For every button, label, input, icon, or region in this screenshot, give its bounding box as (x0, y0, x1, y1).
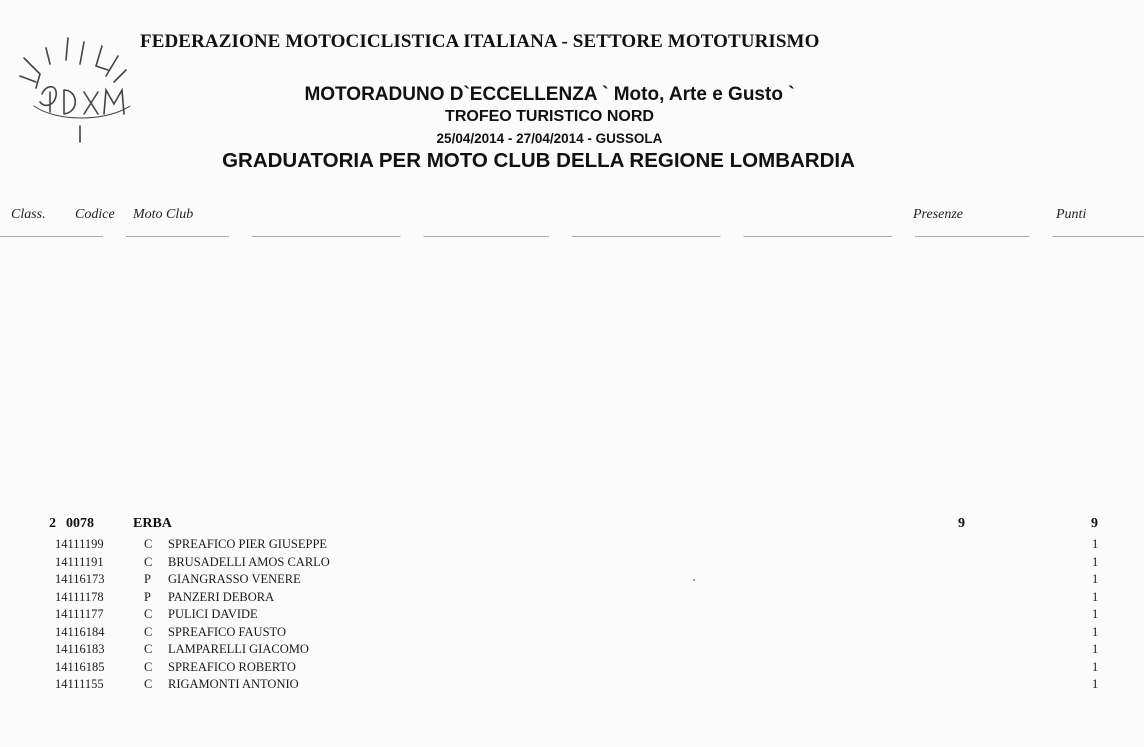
member-code: 14111178 (55, 589, 104, 604)
member-row (0, 590, 1144, 608)
member-name: SPREAFICO FAUSTO (168, 624, 286, 639)
member-code: 14116183 (55, 642, 105, 656)
member-row (0, 642, 1144, 660)
member-row (0, 625, 1144, 643)
member-name: RIGAMONTI ANTONIO (168, 677, 299, 691)
trophy-title: TROFEO TURISTICO NORD (445, 108, 654, 125)
club-code: 0078 (66, 516, 94, 531)
member-points: 1 (1092, 624, 1099, 639)
member-code: 14111199 (55, 537, 104, 551)
federation-title: FEDERAZIONE MOTOCICLISTICA ITALIANA - SETTORE MOTOTURISMO (140, 31, 820, 52)
member-type: C (144, 607, 153, 621)
member-code: 14116185 (55, 659, 105, 674)
club-row (0, 516, 1144, 534)
member-name: SPREAFICO ROBERTO (168, 659, 296, 674)
member-row (0, 677, 1144, 695)
member-row (0, 555, 1144, 573)
member-points: 1 (1092, 607, 1099, 621)
member-type: C (144, 677, 153, 691)
member-points: 1 (1092, 642, 1099, 656)
member-points: 1 (1092, 589, 1099, 604)
member-name: LAMPARELLI GIACOMO (168, 642, 309, 656)
club-name: ERBA (133, 516, 172, 531)
club-presences: 9 (958, 516, 965, 531)
member-name: GIANGRASSO VENERE (168, 572, 301, 586)
member-type: C (144, 659, 153, 674)
member-row (0, 607, 1144, 625)
member-code: 14116173 (55, 572, 105, 586)
member-code: 14111155 (55, 677, 104, 691)
member-points: 1 (1092, 554, 1099, 569)
ranking-title: GRADUATORIA PER MOTO CLUB DELLA REGIONE LOMBARDIA (222, 149, 855, 172)
member-name: BRUSADELLI AMOS CARLO (168, 554, 330, 569)
member-name: PULICI DAVIDE (168, 607, 258, 621)
member-type: P (144, 589, 151, 604)
member-points: 1 (1092, 659, 1099, 674)
member-points: 1 (1092, 572, 1099, 586)
member-type: C (144, 624, 153, 639)
column-header-presences: Presenze (913, 207, 964, 222)
member-row (0, 537, 1144, 555)
club-rank: 2 (49, 516, 56, 531)
member-row (0, 572, 1144, 590)
member-type: C (144, 642, 153, 656)
member-points: 1 (1092, 677, 1099, 691)
column-header-points: Punti (1056, 207, 1087, 222)
column-header-class: Class. (11, 207, 46, 222)
member-type: C (144, 537, 153, 551)
member-code: 14111191 (55, 554, 104, 569)
member-code: 14116184 (55, 624, 105, 639)
member-name: PANZERI DEBORA (168, 589, 275, 604)
column-header-club: Moto Club (133, 207, 194, 222)
event-dates: 25/04/2014 - 27/04/2014 - GUSSOLA (436, 131, 663, 146)
member-type: C (144, 554, 153, 569)
column-header-code: Codice (75, 207, 115, 222)
scan-speck (693, 579, 695, 581)
event-title: MOTORADUNO D`ECCELLENZA ` Moto, Arte e Gusto ` (304, 84, 795, 105)
member-type: P (144, 572, 151, 586)
member-row (0, 660, 1144, 678)
member-name: SPREAFICO PIER GIUSEPPE (168, 537, 328, 551)
member-points: 1 (1092, 537, 1099, 551)
member-list (0, 537, 1144, 695)
header-divider (0, 236, 1144, 237)
club-points: 9 (1091, 516, 1098, 531)
member-code: 14111177 (55, 607, 104, 621)
